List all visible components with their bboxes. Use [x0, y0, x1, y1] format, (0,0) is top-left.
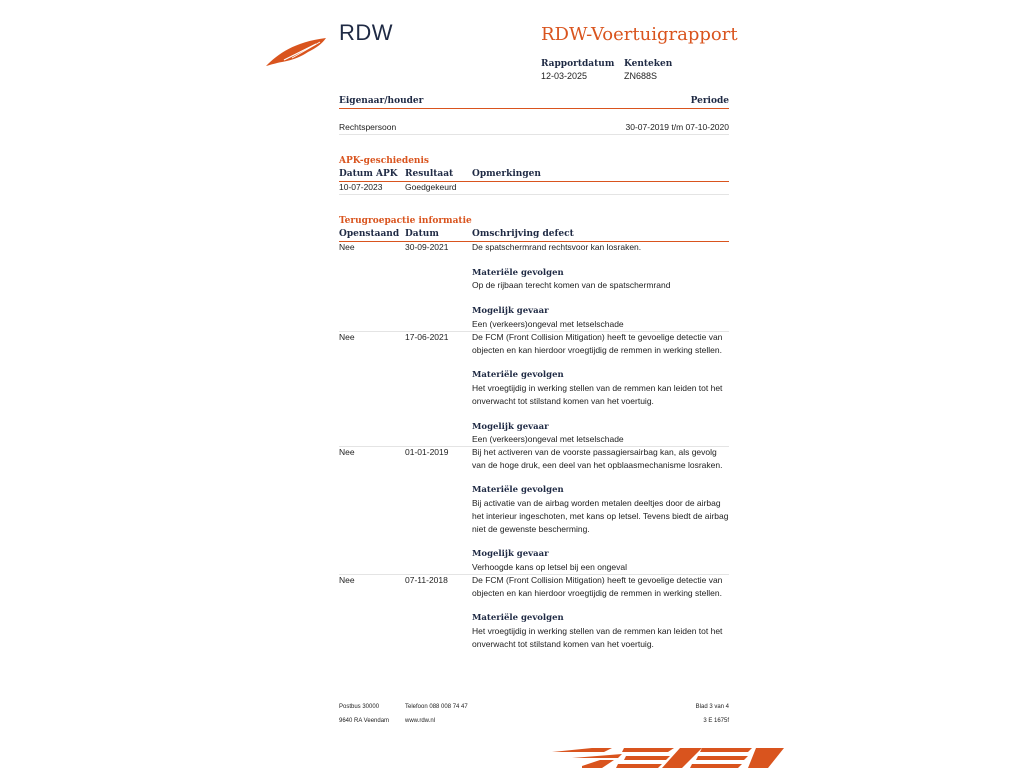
recall-title: Terugroepactie informatie — [339, 216, 472, 226]
rdw-stripes-logo-icon — [552, 744, 784, 768]
recall-row-date: 17-06-2021 — [405, 332, 449, 342]
apk-col-remarks: Opmerkingen — [472, 169, 541, 179]
recall-desc-line: objecten en kan hierdoor vroegtijdig de remmen in werking stellen. — [472, 344, 722, 355]
recall-desc-line: objecten en kan hierdoor vroegtijdig de remmen in werking stellen. — [472, 587, 722, 598]
recall-row-open: Nee — [339, 332, 355, 342]
owner-row-divider — [339, 134, 729, 135]
plate-label: Kenteken — [624, 59, 673, 69]
recall-row-description — [472, 446, 732, 574]
report-date-value: 12-03-2025 — [541, 71, 588, 81]
rdw-logo-text: RDW — [339, 20, 394, 45]
danger-text: Een (verkeers)ongeval met letselschade — [472, 318, 624, 329]
apk-title: APK-geschiedenis — [339, 156, 429, 166]
recall-row-open: Nee — [339, 242, 355, 252]
footer-page-number: Blad 3 van 4 — [695, 704, 729, 710]
danger-label: Mogelijk gevaar — [472, 305, 549, 316]
recall-row-date: 01-01-2019 — [405, 447, 449, 457]
recall-row-description — [472, 574, 732, 651]
report-title: RDW-Voertuigrapport — [541, 24, 738, 45]
plate-value: ZN688S — [624, 71, 658, 81]
footer-postbus: Postbus 30000 — [339, 704, 380, 710]
rdw-feather-logo-icon — [264, 34, 330, 68]
consequences-label: Materiële gevolgen — [472, 485, 564, 496]
danger-label: Mogelijk gevaar — [472, 421, 549, 432]
consequences-line: onverwacht tot stilstand komen van het voertuig. — [472, 395, 654, 406]
recall-col-desc: Omschrijving defect — [472, 229, 574, 239]
apk-row-divider — [339, 194, 729, 195]
recall-col-date: Datum — [405, 229, 439, 239]
danger-text: Een (verkeers)ongeval met letselschade — [472, 434, 624, 445]
consequences-line: Bij activatie van de airbag worden metalen deeltjes door de airbag — [472, 498, 721, 509]
recall-row-description — [472, 331, 732, 446]
owner-header: Eigenaar/houder — [339, 96, 424, 106]
recall-row-description — [472, 241, 732, 331]
consequences-line: Het vroegtijdig in werking stellen van de remmen kan leiden tot het — [472, 626, 723, 637]
danger-label: Mogelijk gevaar — [472, 549, 549, 560]
period-value: 30-07-2019 t/m 07-10-2020 — [625, 122, 729, 132]
footer-phone: Telefoon 088 008 74 47 — [405, 704, 468, 710]
consequences-text: Op de rijbaan terecht komen van de spatschermrand — [472, 280, 671, 291]
danger-text: Verhoogde kans op letsel bij een ongeval — [472, 562, 628, 573]
apk-col-date: Datum APK — [339, 169, 398, 179]
consequences-line: het interieur ingeschoten, met kans op letsel. Tevens biedt de airbag — [472, 510, 729, 521]
recall-desc-line: De FCM (Front Collision Mitigation) heeft te gevoelige detectie van — [472, 332, 723, 342]
recall-col-open: Openstaand — [339, 229, 400, 239]
recall-desc-line: van de hoge druk, een deel van het opblaasmechanisme losraken. — [472, 459, 723, 470]
period-header: Periode — [690, 96, 729, 106]
consequences-label: Materiële gevolgen — [472, 370, 564, 381]
consequences-label: Materiële gevolgen — [472, 267, 564, 278]
recall-desc-text: De spatschermrand rechtsvoor kan losraken. — [472, 242, 642, 252]
consequences-label: Materiële gevolgen — [472, 613, 564, 624]
consequences-line: niet de gewenste bescherming. — [472, 523, 590, 534]
recall-desc-line: De FCM (Front Collision Mitigation) heeft te gevoelige detectie van — [472, 575, 723, 585]
apk-row-result: Goedgekeurd — [405, 182, 457, 192]
footer-document-code: 3 E 1675f — [703, 718, 729, 724]
report-date-label: Rapportdatum — [541, 59, 615, 69]
consequences-line: Het vroegtijdig in werking stellen van de remmen kan leiden tot het — [472, 383, 723, 394]
recall-row-open: Nee — [339, 447, 355, 457]
footer-postcode: 9640 RA Veendam — [339, 718, 390, 724]
recall-row-open: Nee — [339, 575, 355, 585]
apk-col-result: Resultaat — [405, 169, 454, 179]
apk-row-date: 10-07-2023 — [339, 182, 383, 192]
footer-website-link[interactable]: www.rdw.nl — [405, 718, 436, 724]
owner-rule — [339, 108, 729, 109]
recall-row-date: 30-09-2021 — [405, 242, 449, 252]
recall-row-date: 07-11-2018 — [405, 575, 448, 585]
recall-desc-line: Bij het activeren van de voorste passagiersairbag kan, als gevolg — [472, 447, 717, 457]
apk-rule — [339, 181, 729, 182]
owner-value: Rechtspersoon — [339, 122, 397, 132]
consequences-line: onverwacht tot stilstand komen van het voertuig. — [472, 638, 654, 649]
